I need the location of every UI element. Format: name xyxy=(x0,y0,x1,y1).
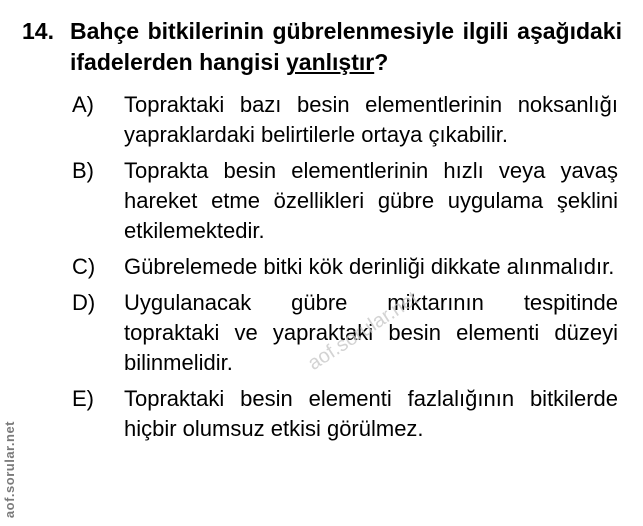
option-a[interactable] xyxy=(72,90,622,150)
option-letter: D) xyxy=(72,290,96,315)
question-mark: ? xyxy=(374,49,389,75)
question-number: 14. xyxy=(22,18,54,44)
question-text: Bahçe bitkilerinin gübrelenmesiyle ilgili aşağıdaki ifadelerden hangisi xyxy=(70,18,622,75)
option-d[interactable] xyxy=(72,288,622,378)
option-letter: E) xyxy=(72,386,94,411)
answer-options xyxy=(22,90,622,444)
option-text: Topraktaki bazı besin elementlerinin noksanlığı yapraklardaki belirtilerle ortaya çıkabilir. xyxy=(124,92,618,147)
question-block xyxy=(22,16,622,450)
option-text: Uygulanacak gübre miktarının tespitinde topraktaki ve yapraktaki besin elementi düzeyi bilinmelidir. xyxy=(124,290,618,375)
diagonal-watermark: aof.sorular.net xyxy=(303,287,423,375)
question-stem xyxy=(70,16,622,78)
side-watermark: aof.sorular.net xyxy=(2,420,17,518)
option-letter: A) xyxy=(72,92,94,117)
option-b[interactable] xyxy=(72,156,622,246)
option-letter: B) xyxy=(72,158,94,183)
option-text: Topraktaki besin elementi fazlalığının bitkilerde hiçbir olumsuz etkisi görülmez. xyxy=(124,386,618,441)
option-text: Toprakta besin elementlerinin hızlı veya yavaş hareket etme özellikleri gübre uygulama şeklini etkilemektedir. xyxy=(124,158,618,243)
option-e[interactable] xyxy=(72,384,622,444)
option-letter: C) xyxy=(72,254,96,279)
option-text: Gübrelemede bitki kök derinliği dikkate alınmalıdır. xyxy=(124,254,615,279)
question-emphasis: yanlıştır xyxy=(286,49,375,75)
question-header xyxy=(22,16,622,78)
option-c[interactable] xyxy=(72,252,622,282)
